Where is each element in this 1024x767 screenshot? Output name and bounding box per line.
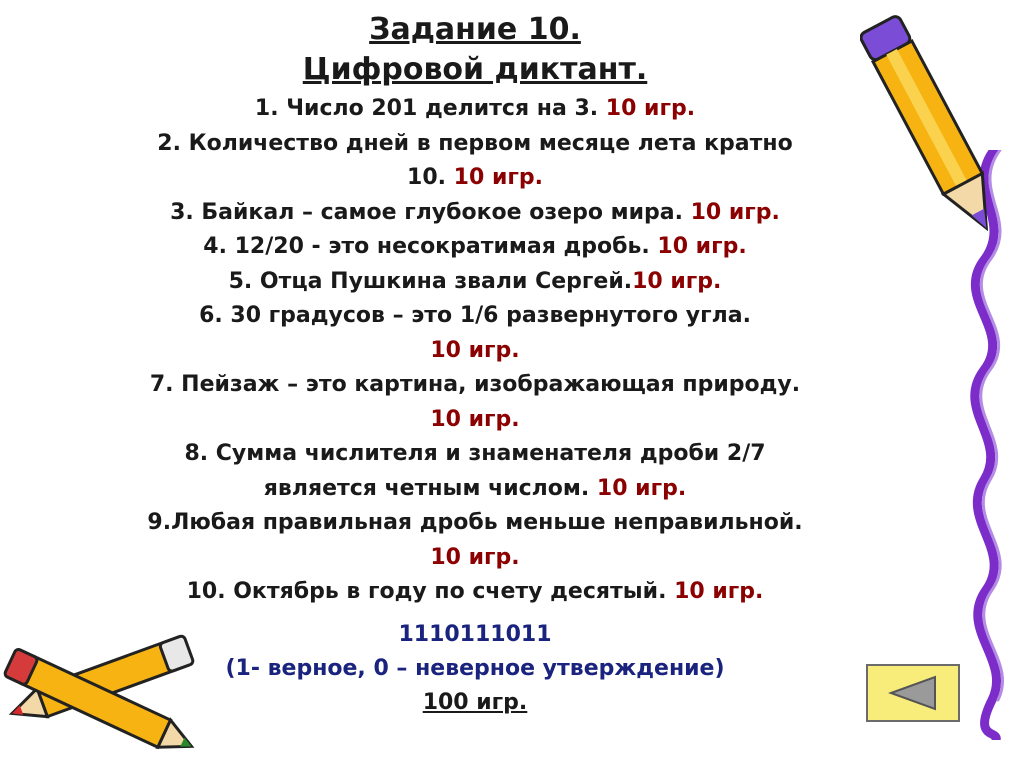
list-item: 2. Количество дней в первом месяце лета кратно (157, 130, 793, 156)
list-item: является четным числом. 10 игр. (263, 475, 687, 501)
list-item: 1. Число 201 делится на 3. 10 игр. (254, 96, 696, 121)
answer-legend: (1- верное, 0 – неверное утверждение) (225, 655, 725, 681)
answer-total: 100 игр. (422, 689, 528, 715)
back-button[interactable] (866, 664, 960, 722)
list-item: 4. 12/20 - это несократимая дробь. 10 игр. (203, 234, 747, 259)
list-item: 9.Любая правильная дробь меньше неправильной. (147, 510, 803, 535)
list-item: 8. Сумма числителя и знаменателя дроби 2/7 (184, 441, 766, 466)
list-item (60, 403, 890, 438)
pencil-icon (860, 0, 1010, 250)
points-label: 10 игр. (430, 337, 520, 363)
list-item: 7. Пейзаж – это картина, изображающая природу. (149, 372, 801, 397)
points-label: 10 игр. (453, 165, 543, 190)
list-item: 6. 30 градусов – это 1/6 развернутого угла. (199, 303, 751, 328)
list-item: 10. 10 игр. (407, 165, 543, 190)
points-label: 10 игр. (657, 234, 747, 259)
points-label: 10 игр. (632, 268, 722, 294)
list-item (60, 541, 890, 576)
slide-content (60, 10, 890, 720)
crossed-pencils-icon (0, 615, 210, 760)
back-arrow-icon (883, 673, 943, 713)
slide-subtitle: Цифровой диктант. (302, 52, 648, 87)
statement-list (60, 92, 890, 610)
list-item: 3. Байкал – самое глубокое озеро мира. 10 игр. (170, 199, 780, 225)
points-label: 10 игр. (605, 96, 696, 121)
list-item: 10. Октябрь в году по счету десятый. 10 игр. (186, 579, 764, 604)
points-label: 10 игр. (596, 475, 687, 501)
list-item (60, 334, 890, 369)
points-label: 10 игр. (430, 544, 520, 570)
points-label: 10 игр. (690, 199, 780, 225)
points-label: 10 игр. (674, 579, 764, 604)
slide-title: Задание 10. (369, 12, 581, 47)
points-label: 10 игр. (430, 406, 520, 432)
list-item: 5. Отца Пушкина звали Сергей.10 игр. (228, 268, 722, 294)
answer-code: 1110111011 (398, 621, 552, 647)
